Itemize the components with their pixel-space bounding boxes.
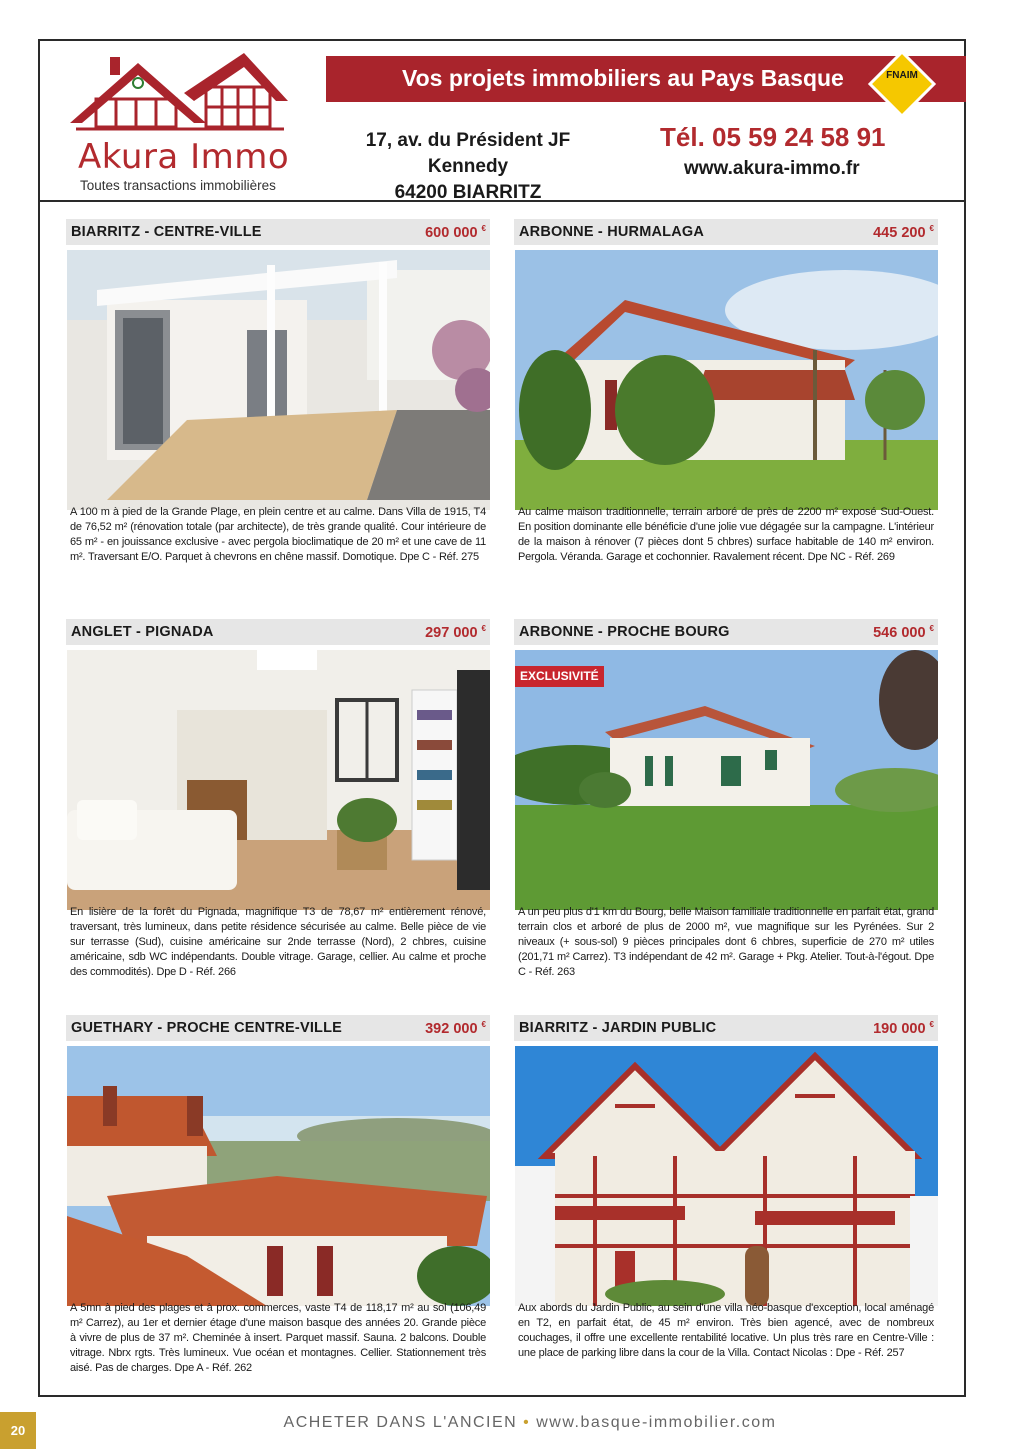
listing-header — [514, 219, 938, 245]
footer-title: ACHETER DANS L'ANCIEN — [283, 1414, 518, 1431]
page-frame — [38, 39, 966, 1397]
listing-title: ARBONNE - PROCHE BOURG — [519, 624, 730, 640]
listing-photo — [515, 250, 938, 510]
listing-photo — [67, 650, 490, 910]
listing-title: GUETHARY - PROCHE CENTRE-VILLE — [71, 1020, 343, 1036]
terrace-pergola-image — [67, 250, 490, 510]
listing-title: ANGLET - PIGNADA — [71, 624, 214, 640]
listing-header — [66, 1015, 490, 1041]
living-room-image — [67, 650, 490, 910]
agency-name: Akura Immo — [78, 137, 290, 177]
listing-price: 600 000 € — [425, 224, 486, 241]
agency-header — [40, 41, 964, 202]
listing-title: BIARRITZ - CENTRE-VILLE — [71, 224, 262, 240]
page-footer — [0, 1414, 1024, 1432]
fnaim-badge-icon — [866, 48, 938, 120]
listing-title: BIARRITZ - JARDIN PUBLIC — [519, 1020, 717, 1036]
listing-price: 190 000 € — [873, 1020, 934, 1037]
listing-price: 445 200 € — [873, 224, 934, 241]
listing-price: 297 000 € — [425, 624, 486, 641]
listing-description: A un peu plus d'1 km du Bourg, belle Maison familiale traditionnelle en parfait état, grand terrain clos et arboré de plus de 2000 m², vue magnifique sur les Pyrénées. Sur 2 niveaux (+ sous-sol) 9 pièces principales dont 6 chbres, superficie de 270 m² utiles (201,71 m² Carrez). T3 indépendant de 42 m². Garage + Pkg. Atelier. Tout-à-l'égout. Dpe C - Réf. 263 — [518, 906, 934, 978]
page-number: 20 — [0, 1412, 36, 1449]
fnaim-label: FNAIM — [886, 70, 918, 81]
listing-photo — [67, 1046, 490, 1306]
agency-address — [328, 128, 608, 206]
country-house-image — [515, 250, 938, 510]
exclusivity-badge: EXCLUSIVITÉ — [515, 666, 604, 687]
agency-phone[interactable]: Tél. 05 59 24 58 91 — [660, 122, 886, 152]
listing-header — [66, 219, 490, 245]
listing-description: A 100 m à pied de la Grande Plage, en plein centre et au calme. Dans Villa de 1915, T4 de 76,52 m² (rénovation totale (par architecte), de très grande qualité. Cour intérieure de 65 m² - en jouissance exclusive - avec pergola bioclimatique de 20 m² et une cave de 11 m². Traversant E/O. Parquet à chevrons en chêne massif. Domotique. Dpe C - Réf. 275 — [70, 506, 486, 563]
listing-price: 392 000 € — [425, 1020, 486, 1037]
banner-text: Vos projets immobiliers au Pays Basque — [402, 65, 844, 91]
listing-photo — [515, 1046, 938, 1306]
listing-header — [66, 619, 490, 645]
agency-tagline: Toutes transactions immobilières — [80, 178, 276, 193]
listing-description: En lisière de la forêt du Pignada, magnifique T3 de 78,67 m² entièrement rénové, traversant, très lumineux, dans petite résidence sécurisée au calme. Belle pièce de vie sur terrasse (Sud), cuisine américaine sur 2nde terrasse (Nord), 2 chbres, cuisine américaine, sdb WC indépendants. Double vitrage. Garage, cellier. Au calme et proche des commodités). Dpe D - Réf. 266 — [70, 906, 486, 978]
listing-title: ARBONNE - HURMALAGA — [519, 224, 705, 240]
listing-description: Aux abords du Jardin Public, au sein d'une villa néo-basque d'exception, local aménagé en T2, en parfait état, de 45 m² environ. Très bien agencé, avec de nombreux couchages, il offre une excellente rentabilité locative. Un plus très rare en Centre-Ville : une place de parking libre dans la cour de la Villa. Contact Nicolas : Dpe - Réf. 257 — [518, 1302, 934, 1359]
footer-separator: • — [523, 1414, 531, 1431]
listing-photo — [67, 250, 490, 510]
listing-price: 546 000 € — [873, 624, 934, 641]
listing-description: Au calme maison traditionnelle, terrain arboré de près de 2200 m² exposé Sud-Ouest. En position dominante elle bénéficie d'une jolie vue dégagée sur la campagne. L'intérieur de la maison à rénover (7 pièces dont 5 chbres) surface habitable de 140 m² environ. Pergola. Véranda. Garage et cochonnier. Ravalement récent. Dpe NC - Réf. 269 — [518, 506, 934, 563]
address-city: 64200 BIARRITZ — [394, 182, 542, 203]
neo-basque-villa-image — [515, 1046, 938, 1306]
house-logo-icon — [66, 49, 296, 139]
listing-photo — [515, 650, 938, 910]
footer-website-link[interactable]: www.basque-immobilier.com — [536, 1414, 777, 1431]
agency-website-link[interactable]: www.akura-immo.fr — [684, 158, 860, 179]
address-street: 17, av. du Président JF Kennedy — [365, 130, 571, 177]
listing-header — [514, 619, 938, 645]
agency-logo — [66, 49, 296, 199]
listing-description: A 5mn à pied des plages et à prox. commerces, vaste T4 de 118,17 m² au sol (106,49 m² Carrez), au 1er et dernier étage d'une maison basque des années 20. Grande pièce à vivre de plus de 37 m². Cheminée à insert. Parquet massif. Sauna. 2 balcons. Double vitrage. Nbrx rgts. Très lumineux. Vue océan et montagnes. Cellier. Stationnement très aisé. Pas de charges. Dpe A - Réf. 262 — [70, 1302, 486, 1374]
rooftops-ocean-view-image — [67, 1046, 490, 1306]
basque-house-lawn-image — [515, 650, 938, 910]
listing-header — [514, 1015, 938, 1041]
